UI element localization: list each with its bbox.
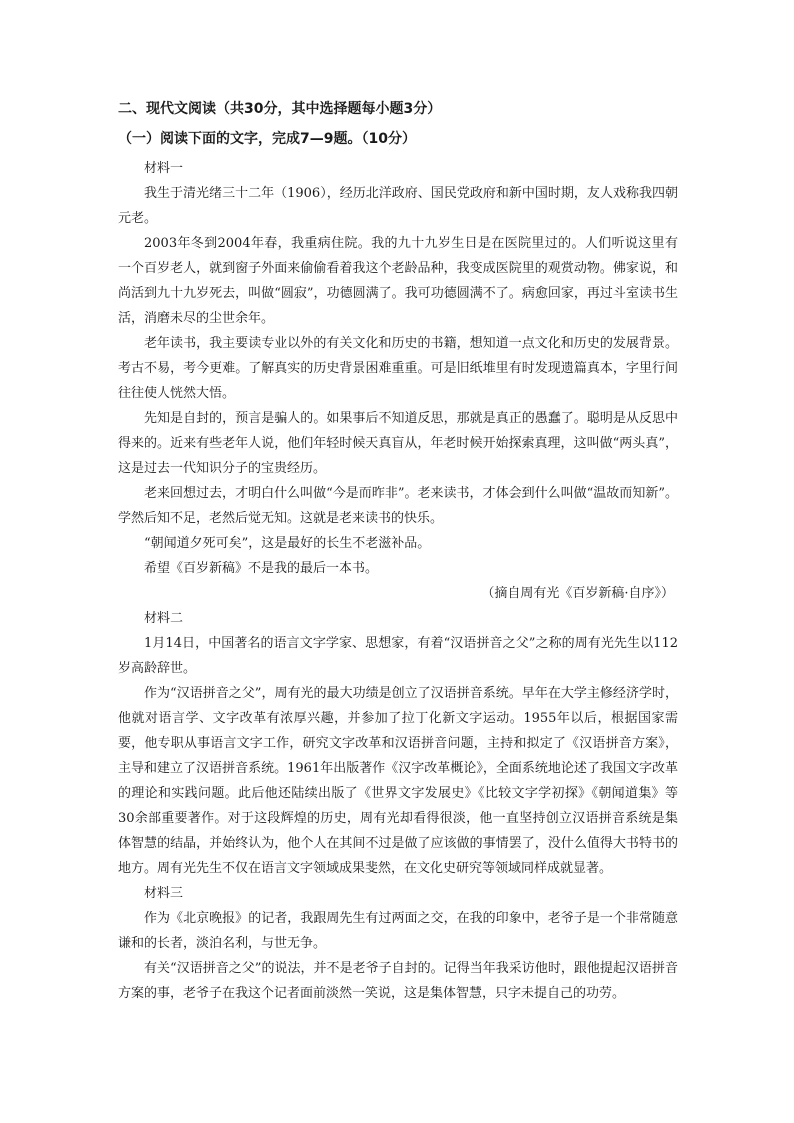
section-title: 二、现代文阅读（共30分，其中选择题每小题3分） — [118, 101, 442, 117]
material-label: 材料三 — [144, 886, 184, 901]
paragraph: 1月14日，中国著名的语言文字学家、思想家，有着“汉语拼音之父”之称的周有光先生以112岁高龄辞世。 — [118, 636, 678, 676]
paragraph: “朝闻道夕死可矣”，这是最好的长生不老滋补品。 — [144, 536, 431, 551]
paragraph: 作为“汉语拼音之父”，周有光的最大功绩是创立了汉语拼音系统。早年在大学主修经济学时，他就对语言学、文字改革有浓厚兴趣，并参加了拉丁化新文字运动。1955年以后，根据国家需要，他专职从事语言文字工作，研究文字改革和汉语拼音问题，主持和拟定了《汉语拼音方案》，主导和建立了汉语拼音系统。1961年出版著作《汉字改革概论》，全面系统地论述了我国文字改革的理论和实践问题。此后他还陆续出版了《世界文字发展史》《比较文字学初探》《朝闻道集》等30余部重要著作。对于这段辉煌的历史，周有光却看得很淡，他一直坚持创立汉语拼音系统是集体智慧的结晶，并始终认为，他个人在其间不过是做了应该做的事情罢了，没什么值得大书特书的地方。周有光先生不仅在语言文字领域成果斐然，在文化史研究等领域同样成就显著。 — [118, 686, 678, 876]
paragraph: 老年读书，我主要读专业以外的有关文化和历史的书籍，想知道一点文化和历史的发展背景。考古不易，考今更难。了解真实的历史背景困难重重。可是旧纸堆里有时发现遗篇真本，字里行间往往使人恍然大悟。 — [118, 336, 678, 401]
material-label: 材料一 — [144, 161, 184, 176]
document-page — [118, 100, 678, 1006]
material-two — [118, 606, 678, 881]
material-label: 材料二 — [144, 611, 184, 626]
paragraph: 作为《北京晚报》的记者，我跟周先生有过两面之交，在我的印象中，老爷子是一个非常随意谦和的长者，淡泊名利，与世无争。 — [118, 911, 678, 951]
material-one — [118, 156, 678, 606]
paragraph: 2003年冬到2004年春，我重病住院。我的九十九岁生日是在医院里过的。人们听说这里有一个百岁老人，就到窗子外面来偷偷看着我这个老龄品种，我变成医院里的观赏动物。佛家说，和尚活到九十九岁死去，叫做“圆寂”，功德圆满了。我可功德圆满不了。病愈回家，再过斗室读书生活，消磨未尽的尘世余年。 — [118, 236, 678, 326]
subsection-title: （一）阅读下面的文字，完成7—9题。（10分） — [118, 131, 416, 147]
paragraph: 先知是自封的，预言是骗人的。如果事后不知道反思，那就是真正的愚蠢了。聪明是从反思中得来的。近来有些老年人说，他们年轻时候天真盲从，年老时候开始探索真理，这叫做“两头真”，这是过去一代知识分子的宝贵经历。 — [118, 411, 678, 476]
paragraph: 老来回想过去，才明白什么叫做“今是而昨非”。老来读书，才体会到什么叫做“温故而知新”。学然后知不足，老然后觉无知。这就是老来读书的快乐。 — [118, 486, 678, 526]
paragraph: 希望《百岁新稿》不是我的最后一本书。 — [144, 561, 379, 576]
paragraph: 我生于清光绪三十二年（1906），经历北洋政府、国民党政府和新中国时期，友人戏称我四朝元老。 — [118, 186, 678, 226]
material-three — [118, 881, 678, 1006]
source-citation: （摘自周有光《百岁新稿·自序》） — [481, 586, 674, 601]
paragraph: 有关“汉语拼音之父”的说法，并不是老爷子自封的。记得当年我采访他时，跟他提起汉语拼音方案的事，老爷子在我这个记者面前淡然一笑说，这是集体智慧，只字未提自己的功劳。 — [118, 961, 678, 1001]
